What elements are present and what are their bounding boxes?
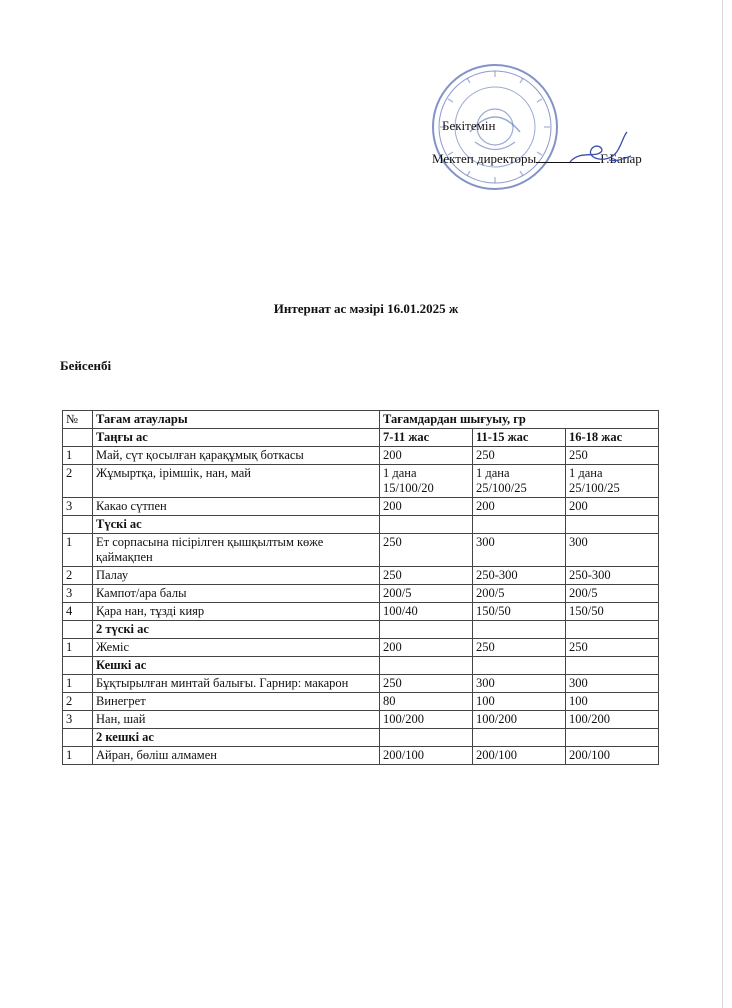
section-number-cell <box>63 429 93 447</box>
portion-value: 250 <box>566 447 659 465</box>
section-header-row <box>63 729 659 747</box>
portion-value: 250 <box>473 447 566 465</box>
portion-value: 100 <box>566 693 659 711</box>
row-number: 1 <box>63 747 93 765</box>
dish-name: Бұқтырылған минтай балығы. Гарнир: макарон <box>93 675 380 693</box>
table-row <box>63 747 659 765</box>
page-edge-line <box>722 0 723 1008</box>
section-name: Түскі ас <box>93 516 380 534</box>
table-row <box>63 498 659 516</box>
table-row <box>63 693 659 711</box>
table-row <box>63 603 659 621</box>
signature-scribble <box>565 128 635 174</box>
director-label: Мектеп директоры <box>432 151 537 166</box>
portion-value: 200 <box>380 639 473 657</box>
table-row <box>63 465 659 498</box>
page-title: Интернат ас мәзірі 16.01.2025 ж <box>273 301 459 316</box>
portion-value: 200/100 <box>566 747 659 765</box>
header-output: Тағамдардан шығуыу, гр <box>380 411 659 429</box>
empty-cell <box>380 621 473 639</box>
empty-cell <box>473 729 566 747</box>
section-number-cell <box>63 516 93 534</box>
portion-value: 200/5 <box>566 585 659 603</box>
header-dish-names: Тағам атаулары <box>93 411 380 429</box>
section-header-row <box>63 657 659 675</box>
section-number-cell <box>63 657 93 675</box>
row-number: 1 <box>63 534 93 567</box>
empty-cell <box>380 729 473 747</box>
empty-cell <box>566 621 659 639</box>
portion-value: 200 <box>380 498 473 516</box>
row-number: 3 <box>63 711 93 729</box>
portion-value: 250 <box>380 675 473 693</box>
table-row <box>63 534 659 567</box>
section-number-cell <box>63 729 93 747</box>
section-name: 2 түскі ас <box>93 621 380 639</box>
dish-name: Какао сүтпен <box>93 498 380 516</box>
portion-value: 250 <box>380 534 473 567</box>
portion-value: 200/5 <box>380 585 473 603</box>
empty-cell <box>566 657 659 675</box>
section-number-cell <box>63 621 93 639</box>
dish-name: Ет сорпасына пісірілген қышқылтым көже қаймақпен <box>93 534 380 567</box>
table-row <box>63 447 659 465</box>
day-of-week: Бейсенбі <box>60 358 112 373</box>
row-number: 1 <box>63 675 93 693</box>
portion-value: 150/50 <box>566 603 659 621</box>
portion-value: 1 дана 25/100/25 <box>473 465 566 498</box>
portion-value: 200/100 <box>380 747 473 765</box>
portion-value: 150/50 <box>473 603 566 621</box>
section-header-row <box>63 429 659 447</box>
row-number: 2 <box>63 567 93 585</box>
section-name: Таңғы ас <box>93 429 380 447</box>
portion-value: 100 <box>473 693 566 711</box>
dish-name: Жұмыртқа, ірімшік, нан, май <box>93 465 380 498</box>
empty-cell <box>380 516 473 534</box>
dish-name: Май, сүт қосылған қарақұмық боткасы <box>93 447 380 465</box>
dish-name: Палау <box>93 567 380 585</box>
portion-value: 300 <box>566 675 659 693</box>
section-header-row <box>63 516 659 534</box>
dish-name: Айран, бөліш алмамен <box>93 747 380 765</box>
portion-value: 100/200 <box>380 711 473 729</box>
age-group-header: 7-11 жас <box>380 429 473 447</box>
empty-cell <box>566 516 659 534</box>
portion-value: 80 <box>380 693 473 711</box>
dish-name: Нан, шай <box>93 711 380 729</box>
menu-table <box>62 410 659 765</box>
row-number: 1 <box>63 639 93 657</box>
portion-value: 300 <box>473 534 566 567</box>
portion-value: 200/5 <box>473 585 566 603</box>
empty-cell <box>566 729 659 747</box>
table-row <box>63 585 659 603</box>
dish-name: Винегрет <box>93 693 380 711</box>
portion-value: 250 <box>380 567 473 585</box>
header-number: № <box>63 411 93 429</box>
dish-name: Қара нан, тұзді кияр <box>93 603 380 621</box>
empty-cell <box>380 657 473 675</box>
portion-value: 200/100 <box>473 747 566 765</box>
age-group-header: 16-18 жас <box>566 429 659 447</box>
portion-value: 300 <box>566 534 659 567</box>
table-header-row <box>63 411 659 429</box>
age-group-header: 11-15 жас <box>473 429 566 447</box>
table-row <box>63 567 659 585</box>
row-number: 2 <box>63 465 93 498</box>
table-row <box>63 639 659 657</box>
row-number: 4 <box>63 603 93 621</box>
portion-value: 200 <box>380 447 473 465</box>
dish-name: Жеміс <box>93 639 380 657</box>
empty-cell <box>473 516 566 534</box>
portion-value: 100/200 <box>473 711 566 729</box>
portion-value: 200 <box>566 498 659 516</box>
portion-value: 250-300 <box>473 567 566 585</box>
row-number: 3 <box>63 498 93 516</box>
portion-value: 1 дана 25/100/25 <box>566 465 659 498</box>
table-row <box>63 711 659 729</box>
portion-value: 250 <box>473 639 566 657</box>
empty-cell <box>473 657 566 675</box>
portion-value: 100/200 <box>566 711 659 729</box>
section-header-row <box>63 621 659 639</box>
portion-value: 100/40 <box>380 603 473 621</box>
dish-name: Кампот/ара балы <box>93 585 380 603</box>
portion-value: 1 дана 15/100/20 <box>380 465 473 498</box>
menu-table-body <box>63 411 659 765</box>
row-number: 3 <box>63 585 93 603</box>
empty-cell <box>473 621 566 639</box>
portion-value: 300 <box>473 675 566 693</box>
portion-value: 200 <box>473 498 566 516</box>
row-number: 2 <box>63 693 93 711</box>
row-number: 1 <box>63 447 93 465</box>
section-name: 2 кешкі ас <box>93 729 380 747</box>
section-name: Кешкі ас <box>93 657 380 675</box>
approval-word: Бекітемін <box>442 118 496 133</box>
portion-value: 250-300 <box>566 567 659 585</box>
portion-value: 250 <box>566 639 659 657</box>
table-row <box>63 675 659 693</box>
director-name: Г.Бапар <box>600 151 642 166</box>
